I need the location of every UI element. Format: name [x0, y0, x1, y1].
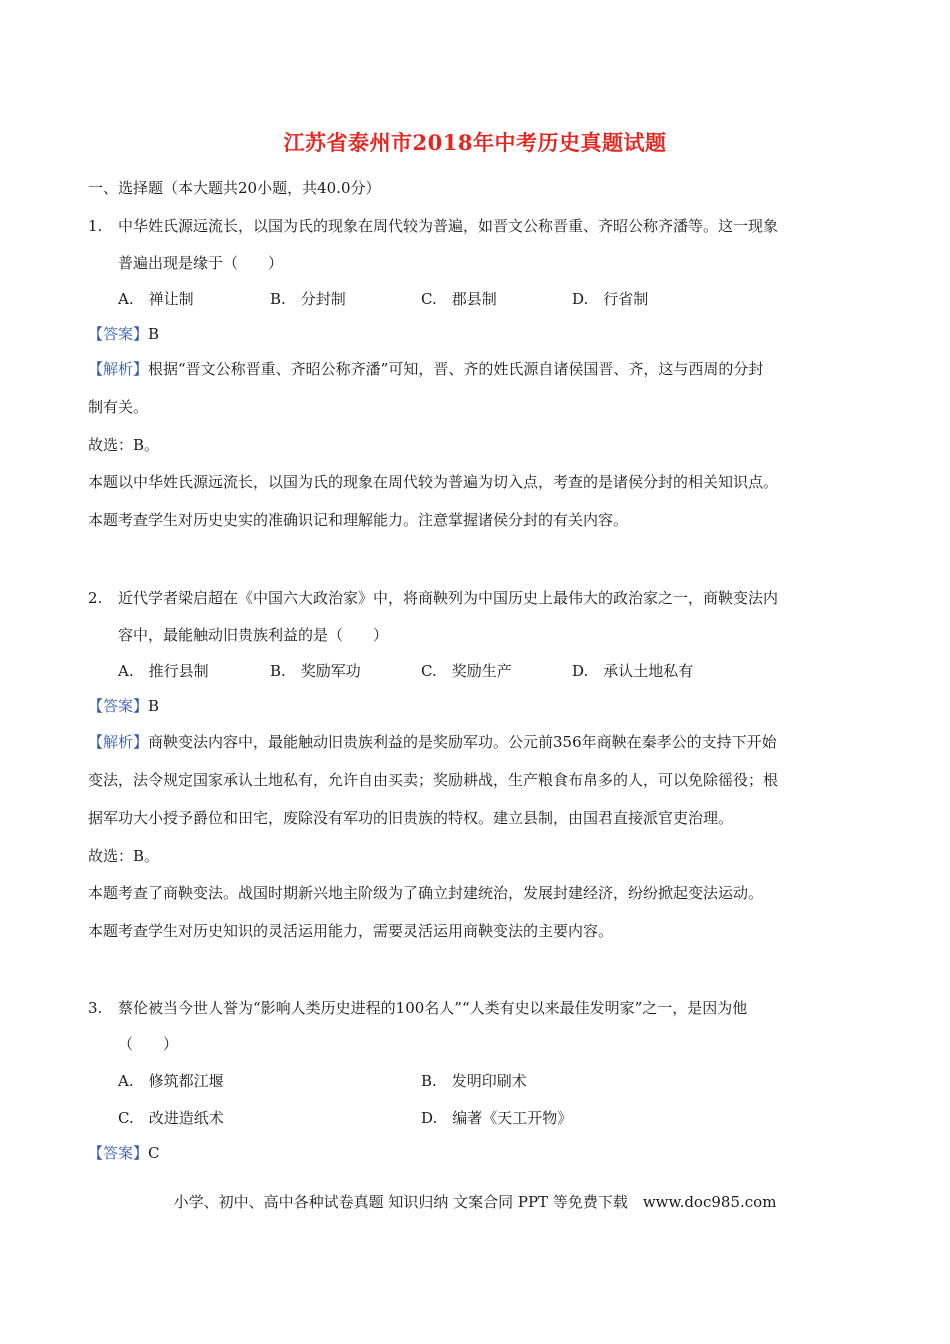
- option-b: B. 发明印刷术: [421, 1072, 527, 1090]
- page-footer: 小学、初中、高中各种试卷真题 知识归纳 文案合同 PPT 等免费下载 www.doc985.com: [173, 1193, 777, 1211]
- question-stem: 容中，最能触动旧贵族利益的是（ ）: [118, 626, 389, 644]
- analysis-line: [88, 359, 763, 379]
- question-number: 2.: [88, 589, 103, 607]
- note-line: 本题考查学生对历史史实的准确识记和理解能力。注意掌握诸侯分封的有关内容。: [88, 511, 629, 529]
- option-d: D. 行省制: [572, 290, 649, 308]
- analysis-text: 制有关。: [88, 398, 149, 416]
- choice-line: 故选：B。: [88, 847, 160, 865]
- answer-tag: 【答案】: [88, 1144, 149, 1162]
- option-c: C. 改进造纸术: [118, 1109, 224, 1127]
- option-a: A. 推行县制: [118, 662, 209, 680]
- question-stem: 中华姓氏源远流长，以国为氏的现象在周代较为普遍，如晋文公称晋重、齐昭公称齐潘等。这一现象: [118, 217, 779, 235]
- answer-line: [88, 696, 159, 716]
- question-stem: （ ）: [118, 1035, 179, 1053]
- answer-line: [88, 324, 159, 344]
- analysis-tag: 【解析】: [88, 360, 149, 378]
- analysis-tag: 【解析】: [88, 733, 149, 751]
- note-line: 本题考查学生对历史知识的灵活运用能力，需要灵活运用商鞅变法的主要内容。: [88, 922, 614, 940]
- answer-line: [88, 1143, 160, 1163]
- answer-tag: 【答案】: [88, 697, 149, 715]
- option-c: C. 奖励生产: [421, 662, 512, 680]
- analysis-text: 商鞅变法内容中，最能触动旧贵族利益的是奖励军功。公元前356年商鞅在秦孝公的支持下开始: [148, 733, 777, 751]
- analysis-text: 据军功大小授予爵位和田宅，废除没有军功的旧贵族的特权。建立县制，由国君直接派官吏治理。: [88, 809, 734, 827]
- answer-value: B: [148, 325, 160, 343]
- analysis-line: [88, 732, 777, 752]
- question-number: 1.: [88, 217, 103, 235]
- note-line: 本题考查了商鞅变法。战国时期新兴地主阶级为了确立封建统治，发展封建经济，纷纷掀起变法运动。: [88, 884, 764, 902]
- option-a: A. 修筑都江堰: [118, 1072, 224, 1090]
- question-stem: 普遍出现是缘于（ ）: [118, 254, 284, 272]
- option-b: B. 分封制: [270, 290, 346, 308]
- option-c: C. 郡县制: [421, 290, 497, 308]
- option-b: B. 奖励军功: [270, 662, 361, 680]
- option-a: A. 禅让制: [118, 290, 194, 308]
- answer-value: C: [148, 1144, 160, 1162]
- option-d: D. 编著《天工开物》: [421, 1109, 573, 1127]
- analysis-text: 根据“晋文公称晋重、齐昭公称齐潘”可知，晋、齐的姓氏源自诸侯国晋、齐，这与西周的分封: [148, 360, 764, 378]
- answer-value: B: [148, 697, 160, 715]
- page-title: 江苏省泰州市2018年中考历史真题试题: [283, 130, 667, 155]
- question-number: 3.: [88, 999, 103, 1017]
- question-stem: 蔡伦被当今世人誉为“影响人类历史进程的100名人”“人类有史以来最佳发明家”之一，是因为他: [118, 999, 748, 1017]
- choice-line: 故选：B。: [88, 436, 160, 454]
- option-d: D. 承认土地私有: [572, 662, 694, 680]
- question-stem: 近代学者梁启超在《中国六大政治家》中，将商鞅列为中国历史上最伟大的政治家之一，商鞅变法内: [118, 589, 779, 607]
- answer-tag: 【答案】: [88, 325, 149, 343]
- section-heading: 一、选择题（本大题共20小题，共40.0分）: [88, 179, 381, 197]
- note-line: 本题以中华姓氏源远流长，以国为氏的现象在周代较为普遍为切入点，考查的是诸侯分封的相关知识点。: [88, 473, 779, 491]
- analysis-text: 变法，法令规定国家承认土地私有，允许自由买卖；奖励耕战，生产粮食布帛多的人，可以免除徭役；根: [88, 771, 779, 789]
